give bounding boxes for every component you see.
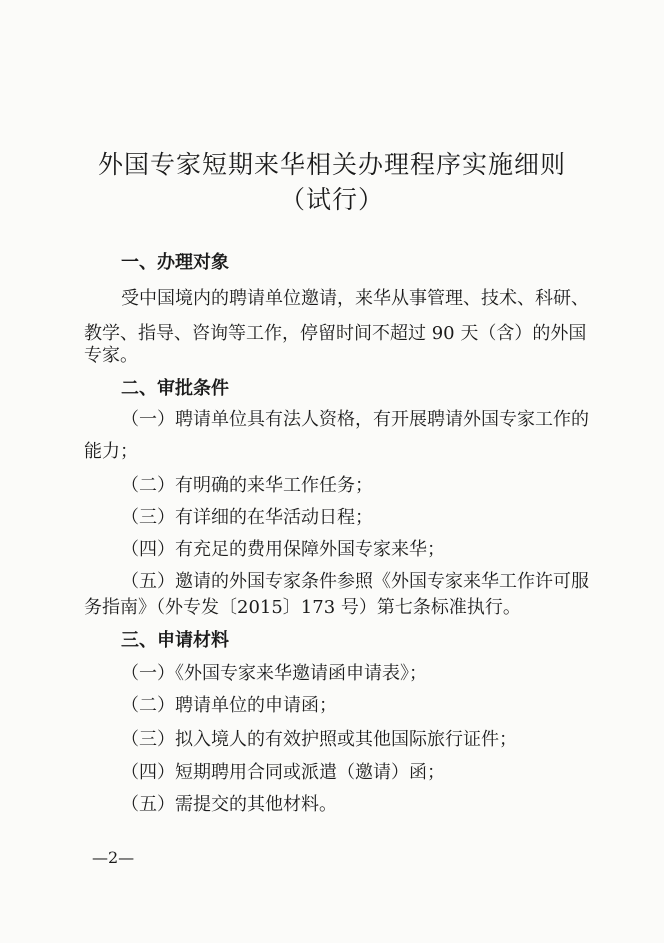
list-item-continuation: 务指南》（外专发〔2015〕173 号）第七条标准执行。: [84, 597, 521, 618]
paragraph-line: 专家。: [84, 345, 138, 366]
list-item: （三）拟入境人的有效护照或其他国际旅行证件；: [121, 729, 517, 750]
list-item: （一）《外国专家来华邀请函申请表》；: [121, 663, 427, 684]
list-item: （四）有充足的费用保障外国专家来华；: [121, 539, 445, 560]
list-item: （二）有明确的来华工作任务；: [121, 475, 373, 496]
paragraph-line: 受中国境内的聘请单位邀请，来华从事管理、技术、科研、: [121, 288, 589, 309]
section-heading-1: 一、办理对象: [121, 252, 229, 273]
list-item: （五）需提交的其他材料。: [121, 794, 337, 815]
list-item: （五）邀请的外国专家条件参照《外国专家来华工作许可服: [121, 571, 589, 592]
page-number: —2—: [92, 848, 135, 867]
list-item: （四）短期聘用合同或派遣（邀请）函；: [121, 762, 445, 783]
list-item-continuation: 能力；: [84, 441, 138, 462]
list-item: （一）聘请单位具有法人资格，有开展聘请外国专家工作的: [121, 409, 589, 430]
document-subtitle: （试行）: [279, 185, 384, 214]
document-title: 外国专家短期来华相关办理程序实施细则: [97, 150, 566, 179]
list-item: （三）有详细的在华活动日程；: [121, 507, 373, 528]
section-heading-3: 三、申请材料: [121, 630, 229, 651]
paragraph-line: 教学、指导、咨询等工作，停留时间不超过 90 天（含）的外国: [84, 323, 587, 344]
section-heading-2: 二、审批条件: [121, 378, 229, 399]
list-item: （二）聘请单位的申请函；: [121, 695, 337, 716]
